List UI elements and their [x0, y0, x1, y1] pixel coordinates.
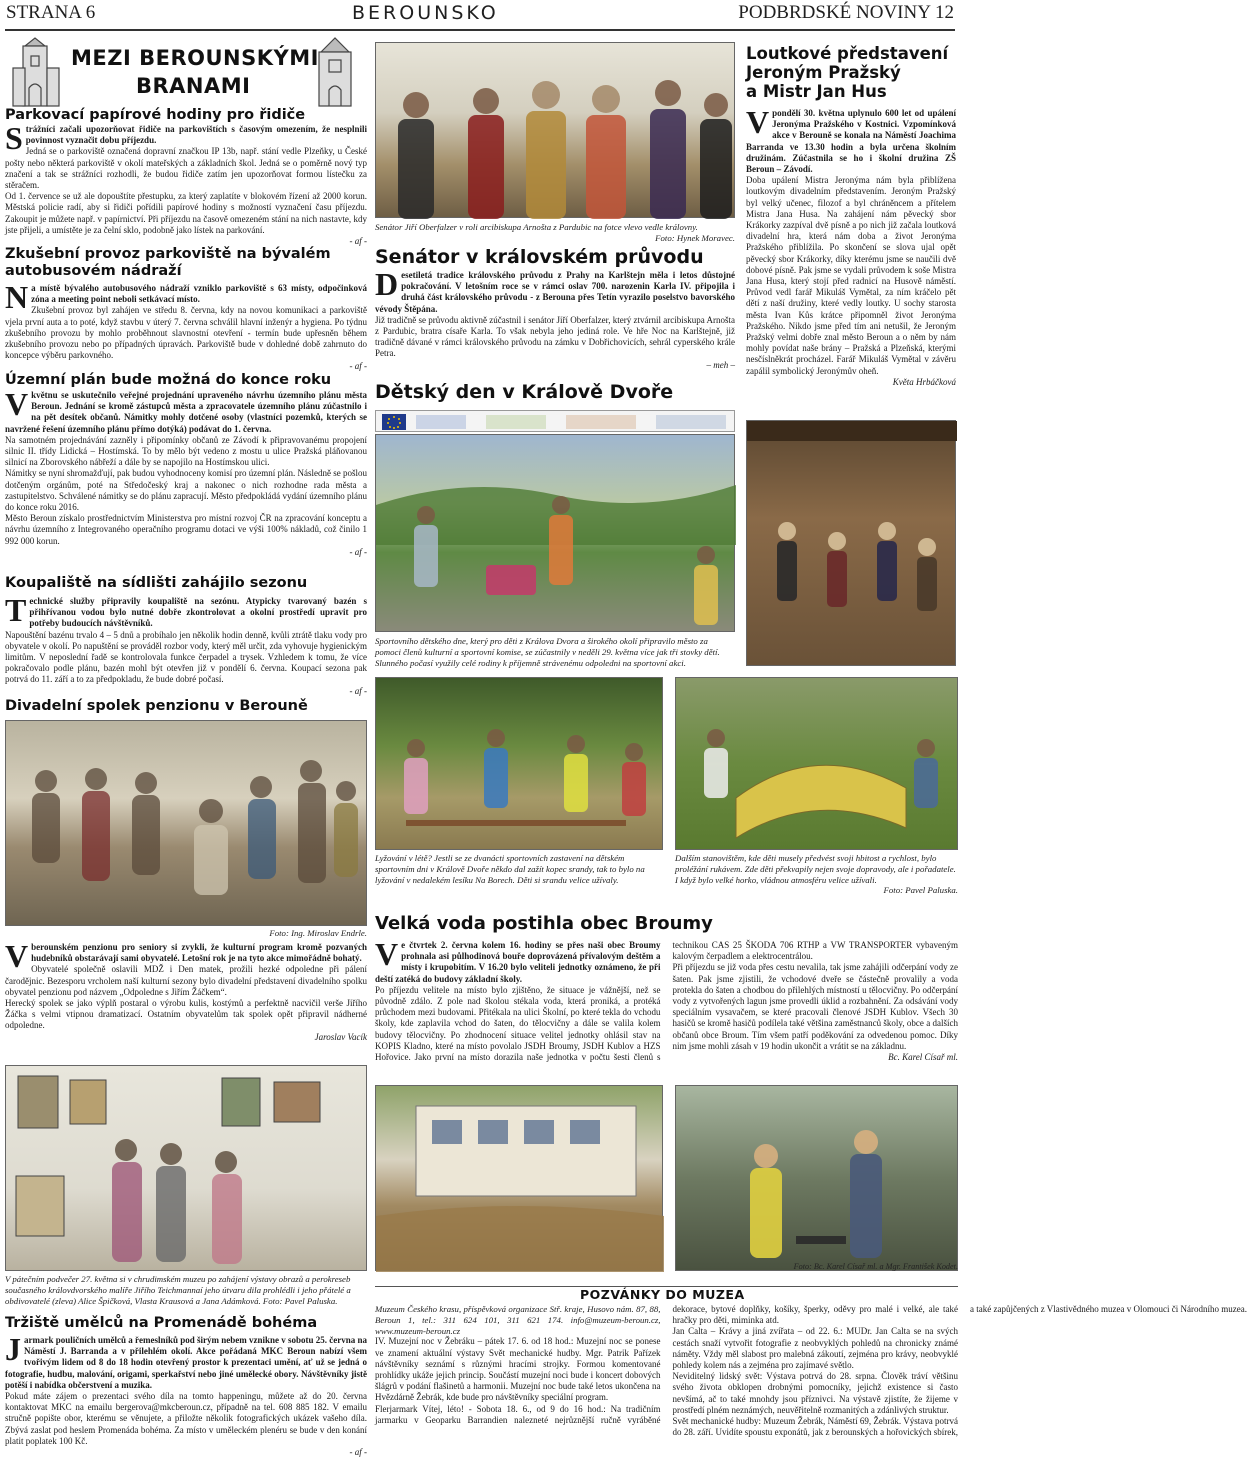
- photo-credit: Foto: Ing. Miroslav Endrle.: [269, 928, 367, 938]
- article-paragraph: Město Beroun získalo prostřednictvím Ministerstva pro místní rozvoj ČR na zpracování konceptu a návrhu územního z Integrovaného operačního programu dotaci ve výši 100% nákladů, což činilo 1 992 000 korun.: [5, 513, 367, 546]
- article-paragraph: Herecký spolek se jako výplň postaral o výrobu kulis, kostýmů a perfektně nacvičil verše Jiřího Žáčka s velmi vtipnou dramatizací. Ostatním obyvatelům tak spolek opět připravil nádherné odpoledne.: [5, 998, 367, 1031]
- photo-caption: [5, 1274, 367, 1306]
- caption-text: Dalším stanovištěm, kde děti musely předvést svoji hbitost a rychlost, bylo proléžání rukávem. Zde děti překvapily nejen svoje dopravody, ale i pořadatele. I když bylo velké horko, vládnou atmosféru velice užívali.: [675, 853, 956, 885]
- article-paragraph: Již tradičně se průvodu aktivně zúčastnil i senátor Jiří Oberfalzer, který ztvárnil arcibiskupa Arnošta z Pardubic, bratra císaře Karla. To však nebyla jeho jediná role. Ve hře Noc na Karlštejně, již tradičně dávané v rámci královského průvodu na zámku v Dobřichovicích, sehrál cyperského krále Petra.: [375, 314, 736, 359]
- article-title: Územní plán bude možná do konce roku: [5, 372, 332, 388]
- photo-paintings-icon: [6, 1066, 368, 1272]
- article-signature: - af -: [349, 1447, 367, 1458]
- drop-cap: T: [5, 592, 27, 628]
- article-title: POZVÁNKY DO MUZEA: [580, 1287, 745, 1302]
- photo-credit: Foto: Hynek Moravec.: [655, 232, 735, 243]
- article-signature: – meh –: [706, 359, 735, 370]
- drop-cap: V: [375, 936, 399, 972]
- photo-kids-skiing-icon: [376, 678, 664, 851]
- article-lead: pondělí 30. května uplynulo 600 let od upálení Jeronýma Pražského v Kostnici. Vzpomínková akce v Berouně se konala na Náměstí Joachima Barranda ve 13.30 hodin a byla určena školním družinám. Zúčastnila se ho i školní družina ZŠ Beroun – Závodí.: [746, 108, 956, 175]
- title-line: Jeroným Pražský: [746, 63, 901, 82]
- photo-theatre-group: [5, 720, 367, 926]
- photo-credit: Foto: Pavel Paluska.: [883, 885, 958, 896]
- article-title: Tržiště umělců na Promenádě bohéma: [5, 1315, 318, 1331]
- article-title: Zkušební provoz parkoviště na bývalém autobusovém nádraží: [5, 246, 331, 279]
- photo-people-icon: [6, 721, 368, 927]
- article-paragraph: Po příjezdu velitele na místo bylo zjištěno, že situace je vážnější, než se původně zdálo. Z pole nad školou stékala voda, která proniká, a protéká průchodem mezi budovami. Přitékala na ulici Školní, po které tekla do vchodu školy, kde zaplavila vchod do šaten, do tělocvičny a dále se valila kolem budovy tělocvičny. Po zhodnocení situace velitel jednotky ohlásil stav na KOPIS Kladno, které na místo povolalo JSDH Broumy, JSDH Kublov a HZS Hořovice. Jako první na místo dorazila naše jednotka v počtu šesti členů s technikou CAS 25 ŠKODA 706 RTHP a VW TRANSPORTER vybaveným kalovým čerpadlem a elektrocentrálou.: [375, 940, 958, 1063]
- drop-cap: N: [5, 279, 29, 315]
- drop-cap: V: [5, 386, 29, 422]
- eu-logos-strip: [375, 410, 735, 432]
- photo-caption: Lyžování v létě? Jestli se ze dvanácti sportovních zastavení na dětském sportovním dni v Králově Dvoře někdo dal zažít kopec srandy, tak to bylo na lyžování v nedalekém lesíku Na Borech. Děti si srandu velice užívaly.: [375, 853, 645, 885]
- article-paragraph: Pokud máte zájem o prezentaci svého díla na tomto happeningu, můžete až do 20. června kontaktovat MKC na emailu bergerova@mkcberoun.cz, případně na tel. 608 885 182. V emailu stručně popište obor, kterému se věnujete, a přiložte několik fotografických ukázek vašeho díla. Zbývá zaslat pod heslem Promenáda bohéma. Za místo v uměleckém plenéru se bude v den konání platit poplatek 100 Kč.: [5, 1391, 367, 1446]
- article-paragraph: Námitky se nyní shromažďují, pak budou vyhodnoceny komisí pro územní plán. Následně se pošlou dotčeným orgánům, poté na Středočeský kraj a nakonec o nich rozhodne rada města a zastupitelstvo. Schválené námitky se do plánu zapracují. Město předpokládá vydání územního plánu do konce roku 2016.: [5, 468, 368, 513]
- photo-puppets-icon: [747, 421, 957, 667]
- drop-cap: V: [5, 938, 29, 974]
- drop-cap: V: [746, 104, 770, 140]
- title-line: Loutkové představení: [746, 44, 949, 63]
- drop-cap: S: [5, 120, 23, 156]
- article-lead: armark pouličních umělců a řemeslníků pod širým nebem vznikne v sobotu 25. června na Náměstí J. Barranda a v přilehlém okolí. Akce pořádaná MKC Beroun nabízí všem tvořivým lidem od 8 do 18 hodin otevřený prostor k prezentaci umění, ať už se jedná o fotografie, hudbu, malování, origami, sperkařství nebo jiné umělecké obory. Návštěvníky jistě potěší i nabídka občerstvení a muzika.: [5, 1335, 368, 1390]
- article-title: [746, 44, 958, 101]
- photo-exhibition: [5, 1065, 367, 1271]
- photo-flood-school: [375, 1085, 663, 1271]
- article-paragraph: Zkušební provoz byl zahájen ve středu 8. června, kdy na novou komunikaci a parkoviště vjela první auta a to poté, když stavbu v úterý 7. června schválil hlavní inženýr a hygiena. Po týdnu zkušebního provozu by mohlo proběhnout slavnostní otevření - termín bude upřesněn během zkušebního provozu nebo po případných úpravách. Parkoviště bude v dohledné době zahrnuto do koncepce výběru parkovného.: [5, 305, 367, 361]
- article-signature: Bc. Karel Císař ml.: [888, 1052, 958, 1063]
- article-paragraph: Doba upálení Mistra Jeronýma nám byla přiblížena loutkovým divadelním představením. Jeroným Pražský byl velký učenec, filozof a byl chráněncem a přítelem Mistra Jana Husa. Na zahájení nám pěvecký sbor Krákorky zazpíval dvě písně a po nich již začala loutková divadelní hra, která nám doba a život Jeronýma Pražského přiblížila. Po skončení se slova ujal opět pěvecký sbor Krákorky, díky kterému jsme se naučili dvě dobové písně. Pak jsme se vydali průvodem k soše Mistra Jana Husa, který stojí před radnicí na Husově náměstí. Průvod vedl farář Mikuláš Vymětal, za ním kráčelo pět dětí z naší družiny, které vedly loutky. U sochy starosta města Ivan Kůs krátce připomněl život Jeronýma Pražského. Nikdo jsme před tím ani netušil, že Jeroným Pražský velmi dobře znal město Beroun a o něm by nám mohly povídat naše brány – Pražská a Plzeňská, kterými nesčíslněkrát procházel. Farář Mikuláš Vymětal v závěru zapálil symbolický Jeronýmův oheň.: [746, 175, 956, 376]
- article-paragraph: Od 1. července se už ale dopouštíte přestupku, za který zaplatíte v blokovém řízení až 2000 korun. Městská policie radí, aby si řidiči pořídili papírové hodiny s možností vyznačení času příjezdu. Zakoupit je můžete např. v papírnictví. Při příjezdu na časově omezeném stání na nich nastavte, kdy jste přijeli, a umístěte je za čelní sklo, podobně jako lístek na parkování.: [5, 191, 367, 235]
- article-title: Velká voda postihla obec Broumy: [375, 913, 713, 934]
- article-theatre-group: [5, 938, 367, 1062]
- banner: [5, 38, 367, 106]
- photo-tunnel-crawl: [675, 677, 958, 850]
- photo-childrens-day: [375, 434, 735, 632]
- page-number: STRANA 6: [6, 2, 96, 23]
- photo-royal-procession: [375, 42, 735, 218]
- article-flood: [375, 936, 958, 1072]
- article-paragraph: Obyvatelé společně oslavili MDŽ i Den matek, prožili hezké odpoledne při pálení čarodějnic. Bezesporu vrcholem naší kulturní sezony bylo divadelní představení divadelního spolku obyvatel penzionu pod názvem „Odpoledne s Jiřím Žáčkem“.: [5, 964, 367, 997]
- article-zoning-plan: [5, 386, 368, 570]
- eu-flag-icon: [376, 411, 736, 433]
- article-puppet-show: [746, 104, 956, 414]
- photo-puppets: [746, 420, 956, 666]
- event-item: Jan Calta – Krávy a jiná zvířata – od 22. 6.: MUDr. Jan Calta se na svých cestách snaží vytvořit fotografie z neobvyklých pohledů na chronicky známé náměty. Vždy měl slabost pro malebná zákoutí, zejména pro krávy, neobvyklé pohledy kolem nás a zejména pro zajímavé světlo.: [672, 1326, 958, 1371]
- event-item: IV. Muzejní noc v Žebráku – pátek 17. 6. od 18 hod.: Muzejní noc se ponese ve znamení aktuální výstavy Svět mechanické hudby. Mgr. Patrik Pařízek návštěvníky seznámí s různými hracími strojky. Formou komentované prohlídky ukáže jejich princip. Součástí muzejní noci bude i koncert dobových šlágrů v podání flašinetů a harmonii. Muzejní noc bude také letos ukončena na Hvězdárně Žebrák, kde bude pro návštěvníky speciální program.: [375, 1336, 661, 1403]
- article-lead: berounském penzionu pro seniory si zvykli, že kulturní program kromě pozvaných hudebníků obstarávají sami obyvatelé. Letošní rok je na tyto akce mimořádně bohatý.: [31, 942, 367, 964]
- article-signature: Květa Hrbáčková: [892, 376, 956, 387]
- article-parking-clocks: [5, 120, 367, 247]
- header-rule: [5, 29, 955, 31]
- drop-cap: J: [5, 1331, 21, 1367]
- event-item: Neviditelný lidský svět: Výstava potrvá do 28. srpna. Člověk tráví většinu svého života obklopen drobnými pomocníky, jejichž existence si často nevšímá, ač to také mnohdy jsou příznivci. Na výstavě zjistíte, že žijeme v prostředí plném neznámých, neuvěřitelně rozmanitých a zdánlivých struktur.: [672, 1371, 958, 1415]
- museum-intro: Muzeum Českého krasu, příspěvková organizace Stř. kraje, Husovo nám. 87, 88, Beroun 1, tel.: 311 624 101, 311 621 174. info@muzeum-beroun.cz, www.muzeum-beroun.cz: [375, 1304, 661, 1336]
- photo-costumes-icon: [376, 43, 736, 219]
- drop-cap: D: [375, 266, 399, 302]
- article-paragraph: Na samotném projednávání zazněly i připomínky občanů ze Závodí k připravovanému propojení silnic II. třídy Lidická – Hostímská. To by mělo být vedeno z mostu u ulice Pražská pláňovanou silnicí na Zborovského nábřeží a dále by se napojilo na Hostímskou ulici.: [5, 434, 367, 468]
- article-lead: trážníci začali upozorňovat řidiče na parkovištích s časovým omezením, že nesplnili povinnost vyznačit dobu příjezdu.: [25, 124, 367, 146]
- article-paragraph: Při příjezdu se již voda přes cestu nevalila, tak jsme zahájili odčerpání vody ze šaten. Pak jsme zjistili, že vchodové dveře se částečně provalily a voda protekla do šaten a chodbou do přilehlých místností u tělocvičny. Po odčerpání vody z vytvořených lagun jsme provedli úklid a rozbahnění. Za odsávání vody speciálním vysavačem, se které pracovali členové JSDH Kublov. Všech 30 hasičů se kromě hasičů podílela také většina zaměstnanců školy, obce a dalších občanů obce Broum. Tím všem patří poděkování za odvedenou pomoc. Díky nim jsme mohli zásah v 19 hodin ukončit a vrátit se na základnu.: [672, 962, 958, 1051]
- banner-line2: BRANAMI: [136, 74, 251, 98]
- photo-firefighters-icon: [676, 1086, 959, 1272]
- event-item: Svět mechanické hudby: Muzeum Žebrák, Náměstí 69, Žebrák. Výstava potrvá do 28. září. Uvidíte spoustu exponátů, jak z berounských a hořovických sbírek, a také zapůjčených z Vlastivědného muzea v Olomouci či Národního muzea.: [672, 1304, 1247, 1438]
- photo-caption: Sportovního dětského dne, který pro děti z Králova Dvora a širokého okolí připravilo město za pomoci členů kulturní a sportovní komise, se zúčastnily v neděli 29. května více jak tři stovky dětí. Slunného počasí využily celé rodiny k příjemně strávenému odpoledni na sportovní akci.: [375, 636, 720, 668]
- banner-line1: MEZI BEROUNSKÝMI: [71, 46, 319, 70]
- article-title: Koupaliště na sídlišti zahájilo sezonu: [5, 575, 308, 591]
- article-signature: Jaroslav Vacík: [314, 1031, 367, 1042]
- photo-caption: [375, 222, 735, 244]
- article-title: Dětský den v Králově Dvoře: [375, 381, 674, 403]
- article-swimming-pool: [5, 592, 367, 696]
- newspaper-name: PODBRDSKÉ NOVINY 12: [738, 2, 954, 23]
- article-title: Senátor v královském průvodu: [375, 246, 704, 268]
- photo-credit: Foto: Pavel Paluska.: [262, 1295, 338, 1306]
- article-paragraph: Jedná se o parkoviště označená dopravní značkou IP 13b, např. stání vedle Plzeňky, u České pošty nebo některá parkoviště v okolí mateřských a základních škol. Jedná se o poměrně nový typ značení a tak se strážníci rozhodli, že budou řidiče zatím jen upozorňovat formou lístečku za stěračem.: [5, 146, 367, 191]
- photo-flood-cleanup: [675, 1085, 958, 1271]
- article-lead: esetiletá tradice královského průvodu z Prahy na Karlštejn měla i letos důstojné pokračování. V letošním roce se v rámci oslav 700. narozenin Karla IV. připojila i druhá část královského průvodu - z Berouna přes Tetín vyrazilo poselstvo bavorského vévody Štěpána.: [375, 270, 735, 314]
- article-signature: - af -: [349, 685, 367, 696]
- title-line: a Mistr Jan Hus: [746, 82, 887, 101]
- section-title: BEROUNSKO: [352, 2, 499, 24]
- gate-tower-right-icon: [307, 38, 363, 106]
- article-signature: - af -: [349, 361, 367, 372]
- gate-tower-left-icon: [7, 38, 63, 106]
- article-lead: e čtvrtek 2. června kolem 16. hodiny se přes naši obec Broumy prohnala asi půlhodinová bouře doprovázená přívalovým deštěm a místy i krupobitím. V 16.20 bylo veliteli jednotky oznámeno, že při deští zatéká do budovy základní školy.: [375, 940, 661, 984]
- article-bus-station-parking: [5, 279, 367, 372]
- photo-tunnel-icon: [676, 678, 959, 851]
- article-senator: [375, 266, 736, 374]
- article-signature: - af -: [349, 236, 367, 247]
- photo-summer-skiing: [375, 677, 663, 850]
- article-paragraph: Napouštění bazénu trvalo 4 – 5 dnů a probíhalo jen několik hodin denně, kvůli ztrátě tlaku vody pro obyvatele v okolí. Po napuštění se prováděl rozbor vody, který měl určit, zda vyhovuje hygienickým limitům. V neposlední řadě se kontrolovala funkce čerpadel a trysek. Vzhledem k tomu, že více pokračovalo podle plánu, bazén mohl být otevřen již v pondělí 6. června. Koupací sezona pak potrvá do 11. září a to za předpokladu, že bude dobré počasí.: [5, 629, 367, 685]
- photo-kids-icon: [376, 435, 736, 633]
- article-lead: květnu se uskutečnilo veřejné projednání upraveného návrhu územního plánu města Beroun. Jednání se kromě zástupců města a zpracovatele územního plánu zúčastnilo i na pět desítek občanů. Námitky mohly dotčené osoby (vlastníci pozemků, kterých se navržené řešení územního plánu přímo dotýká) podávat do 1. června.: [5, 390, 367, 434]
- photo-building-icon: [376, 1086, 664, 1272]
- article-signature: - af -: [349, 546, 367, 557]
- article-lead: a místě bývalého autobusového nádraží vzniklo parkoviště s 63 místy, odpočinková zóna a meeting point neboli setkávací místo.: [31, 283, 367, 305]
- caption-text: Senátor Jiří Oberfalzer v roli arcibiskupa Arnošta z Pardubic na fotce vlevo vedle královny.: [375, 222, 698, 232]
- article-title: Parkovací papírové hodiny pro řidiče: [5, 107, 306, 123]
- museum-invites: [375, 1304, 1247, 1446]
- caption-text: V pátečním podvečer 27. května si v chrudimském muzeu po zahájení výstavy obrazů a perokreseb současného královdvorského malíře Jiřího Teichmannaí jeho útvaru dila prohlédli i jeho přátelé a obdivovatelé (zleva) Alice Špičková, Vlasta Krausová a Jana Adámková.: [5, 1274, 351, 1306]
- article-lead: echnické služby připravily koupaliště na sezónu. Atypicky tvarovaný bazén s přihřívanou vodou bylo nutné dobře zkontrolovat a okolní prostředí upravit pro potřeby budoucích návštěvníků.: [29, 596, 367, 629]
- article-artists-market: [5, 1331, 368, 1458]
- photo-caption: [675, 853, 958, 896]
- photo-credit: Foto: Bc. Karel Císař ml. a Mgr. František Kodet.: [793, 1262, 958, 1271]
- article-title: Divadelní spolek penzionu v Berouně: [5, 698, 308, 714]
- event-item: Flerjarmark Vítej, léto! - Sobota 18. 6., od 9 do 16 hod.: Na tradičním jarmarku v Geoparku Barrandien nalezneté nejrůznější ručně vyráběné dekorace, bytové doplňky, košíky, šperky, oděvy pro malé i velké, ale také hračky pro děti, miminka atd.: [375, 1304, 958, 1425]
